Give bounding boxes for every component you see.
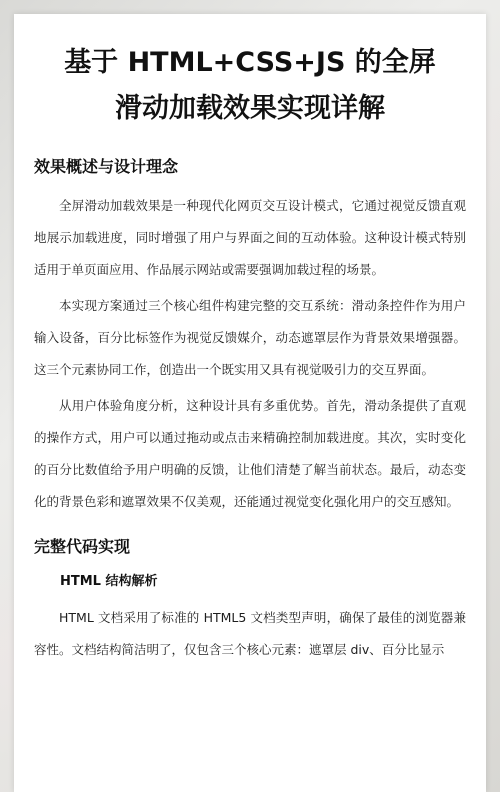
paragraph: 本实现方案通过三个核心组件构建完整的交互系统：滑动条控件作为用户输入设备，百分比标签作为视觉反馈媒介，动态遮罩层作为背景效果增强器。这三个元素协同工作，创造出一个既实用又具有视觉吸引力的交互界面。: [34, 298, 466, 377]
section-heading-code: 完整代码实现: [34, 537, 131, 556]
subheading-html-structure: HTML 结构解析: [60, 574, 158, 589]
paragraph: HTML 文档采用了标准的 HTML5 文档类型声明，确保了最佳的浏览器兼容性。文档结构简洁明了，仅包含三个核心元素：遮罩层 div、百分比显示: [34, 610, 466, 657]
paragraph: 全屏滑动加载效果是一种现代化网页交互设计模式，它通过视觉反馈直观地展示加载进度，同时增强了用户与界面之间的互动体验。这种设计模式特别适用于单页面应用、作品展示网站或需要强调加载过程的场景。: [34, 198, 466, 277]
document-page: [14, 14, 486, 792]
paragraph: 从用户体验角度分析，这种设计具有多重优势。首先，滑动条提供了直观的操作方式，用户可以通过拖动或点击来精确控制加载进度。其次，实时变化的百分比数值给予用户明确的反馈，让他们清楚了解当前状态。最后，动态变化的背景色彩和遮罩效果不仅美观，还能通过视觉变化强化用户的交互感知。: [34, 398, 466, 509]
page-title: [34, 40, 466, 132]
section-spacer: [34, 522, 466, 536]
page-title-line-2: 滑动加载效果实现详解: [115, 93, 385, 124]
section-heading-overview: 效果概述与设计理念: [34, 157, 179, 176]
page-title-line-1: 基于 HTML+CSS+JS 的全屏: [64, 47, 436, 78]
